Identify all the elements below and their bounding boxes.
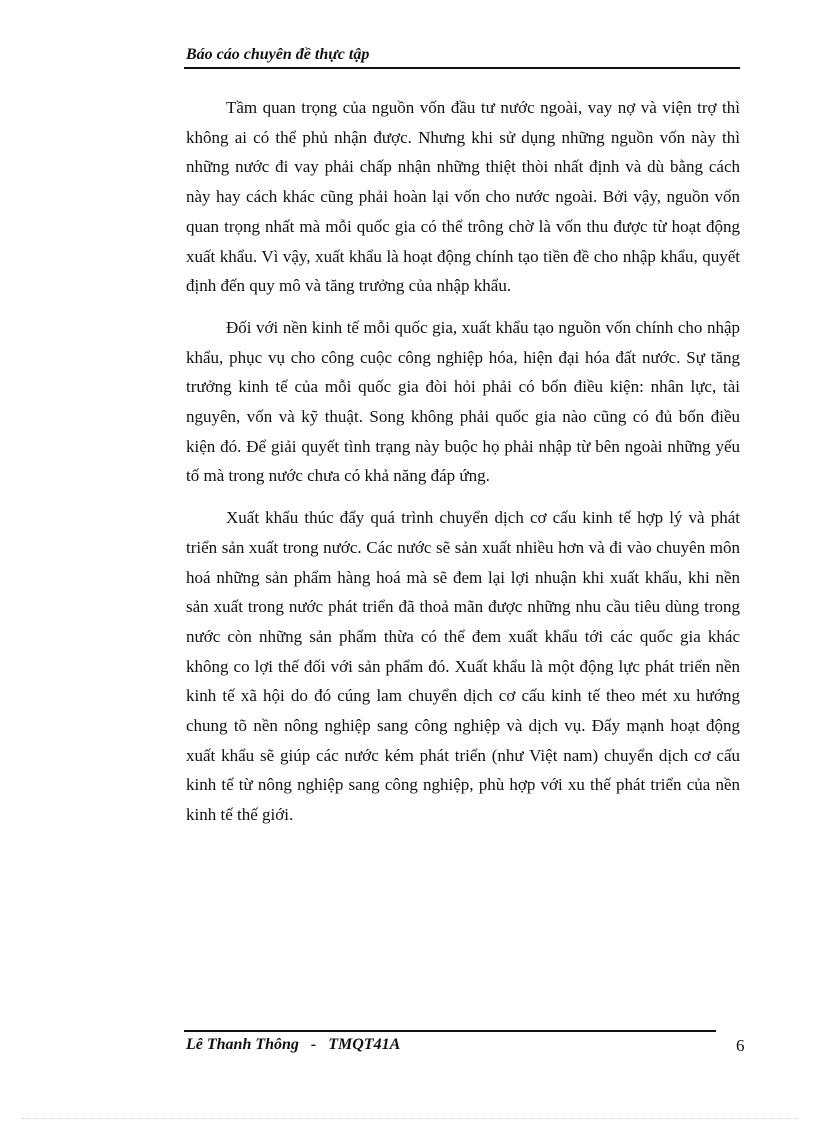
header-title: Báo cáo chuyên đề thực tập xyxy=(186,46,370,63)
header-rule xyxy=(184,67,740,69)
page-number: 6 xyxy=(736,1036,745,1055)
document-body xyxy=(186,93,740,842)
paragraph: Đối với nền kinh tế mỗi quốc gia, xuất khẩu tạo nguồn vốn chính cho nhập khẩu, phục vụ cho công cuộc công nghiệp hóa, hiện đại hóa đất nước. Sự tăng trưởng kinh tế của mỗi quốc gia đòi hỏi phải có bốn điều kiện: nhân lực, tài nguyên, vốn và kỹ thuật. Song không phải quốc gia nào cũng có đủ bốn điều kiện đó. Để giải quyết tình trạng này buộc họ phải nhập từ bên ngoài những yếu tố mà trong nước chưa có khả năng đáp ứng. xyxy=(186,317,740,486)
footer-author: Lê Thanh Thông - TMQT41A xyxy=(186,1036,401,1053)
footer-rule xyxy=(184,1030,716,1032)
page-edge-divider xyxy=(22,1118,798,1119)
paragraph: Tầm quan trọng của nguồn vốn đầu tư nước ngoài, vay nợ và viện trợ thì không ai có thể phủ nhận được. Nhưng khi sử dụng những nguồn vốn này thì những nước đi vay phải chấp nhận những thiệt thòi nhất định và dù bằng cách này hay cách khác cũng phải hoàn lại vốn cho nước ngoài. Bởi vậy, nguồn vốn quan trọng nhất mà mỗi quốc gia có thể trông chờ là vốn thu được từ hoạt động xuất khẩu. Vì vậy, xuất khẩu là hoạt động chính tạo tiền đề cho nhập khẩu, quyết định đến quy mô và tăng trưởng của nhập khẩu. xyxy=(186,98,740,296)
paragraph: Xuất khẩu thúc đẩy quá trình chuyển dịch cơ cấu kinh tế hợp lý và phát triển sản xuất trong nước. Các nước sẽ sản xuất nhiều hơn và đi vào chuyên môn hoá những sản phẩm hàng hoá mà sẽ đem lại lợi nhuận khi xuất khẩu, khi nền sản xuất trong nước phát triển đã thoả mãn được những nhu cầu tiêu dùng trong nước còn những sản phẩm thừa có thể đem xuất khẩu tới các quốc gia khác không co lợi thế đối với sản phẩm đó. Xuất khẩu là một động lực phát triển nền kinh tế xã hội do đó cúng lam chuyển dịch cơ cấu kinh tế theo mét xu hướng chung tõ nền nông nghiệp sang công nghiệp và dịch vụ. Đẩy mạnh hoạt động xuất khẩu sẽ giúp các nước kém phát triển (như Việt nam) chuyển dịch cơ cấu kinh tế từ nông nghiệp sang công nghiệp, phù hợp với xu thế phát triển của nền kinh tế thế giới. xyxy=(186,508,740,825)
